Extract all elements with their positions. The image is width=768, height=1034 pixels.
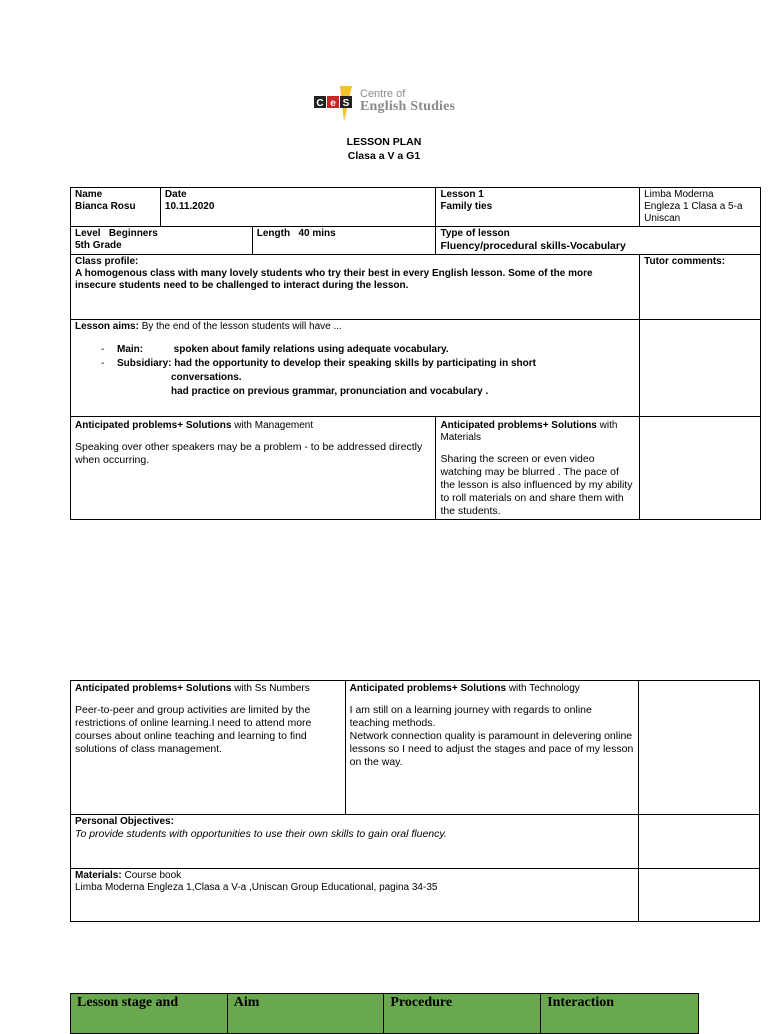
- type-cell: [436, 227, 761, 255]
- length-label: Length: [256, 228, 291, 239]
- date-cell: [160, 188, 436, 227]
- svg-text:C: C: [316, 98, 324, 109]
- ap-ss-suffix: with Ss Numbers: [234, 683, 310, 694]
- aim-subsidiary: - Subsidiary: had the opportunity to develop their speaking skills by participating in short: [117, 357, 635, 371]
- lesson-info-table: [70, 187, 761, 520]
- name-cell: [71, 188, 161, 227]
- lesson-cell: [436, 188, 640, 227]
- aims-list: [75, 343, 635, 371]
- length-cell: [252, 227, 436, 255]
- type-value: Fluency/procedural skills-Vocabulary: [440, 240, 626, 252]
- length-value: 40 mins: [298, 228, 336, 239]
- tutor-comments-label: Tutor comments:: [644, 256, 726, 267]
- grade-value: 5th Grade: [75, 240, 122, 251]
- ap-materials-suffix: with Materials: [440, 420, 618, 443]
- ap-management-cell: [71, 417, 436, 520]
- aim-subsidiary-cont2: had practice on previous grammar, pronunciation and vocabulary .: [171, 386, 489, 397]
- logo-line1: Centre of: [360, 88, 406, 100]
- personal-objectives-text: To provide students with opportunities to use their own skills to gain oral fluency.: [75, 828, 447, 840]
- col-procedure: Procedure: [384, 994, 541, 1034]
- personal-objectives-label: Personal Objectives:: [75, 816, 174, 827]
- lesson-aims-intro: By the end of the lesson students will have ...: [141, 321, 342, 332]
- book-line1: Limba Moderna: [644, 189, 714, 200]
- materials-comment-cell: [639, 869, 760, 922]
- lesson-aims-cell: [71, 320, 640, 417]
- type-label: Type of lesson: [440, 228, 510, 239]
- ap-ss-cell: [71, 681, 346, 815]
- name-value: Bianca Rosu: [75, 201, 136, 212]
- ap-materials-label: Anticipated problems+ Solutions: [440, 420, 597, 431]
- materials-suffix: Course book: [124, 870, 182, 881]
- ap-tech-label: Anticipated problems+ Solutions: [349, 683, 507, 694]
- ap-management-suffix: with Management: [234, 420, 314, 431]
- ap-ss-label: Anticipated problems+ Solutions: [75, 683, 232, 694]
- lesson-aims-comment-cell: [640, 320, 761, 417]
- logo-line2: English Studies: [360, 99, 456, 114]
- problems-objectives-table: [70, 680, 760, 922]
- ces-logo: [314, 86, 464, 122]
- ap-ss-text: Peer-to-peer and group activities are limited by the restrictions of online learning.I need to attend more courses about online teaching and learning to find solutions of class management.: [75, 704, 312, 755]
- materials-text: Limba Moderna Engleza 1,Clasa a V-a ,Uniscan Group Educational, pagina 34-35: [75, 882, 438, 893]
- aim-main: - Main: spoken about family relations using adequate vocabulary.: [117, 343, 635, 357]
- level-cell: [71, 227, 253, 255]
- ap-materials-cell: [436, 417, 640, 520]
- ap-comment-cell: [640, 417, 761, 520]
- date-label: Date: [164, 189, 187, 200]
- lesson-value: Family ties: [440, 201, 493, 212]
- svg-text:e: e: [330, 98, 336, 109]
- col-interaction: Interaction: [541, 994, 699, 1034]
- aim-subsidiary-cont: conversations.: [171, 372, 242, 383]
- class-profile-text: A homogenous class with many lovely students who try their best in every English lesson. Some of the more insecure students need to be challenged to interact during the lesson.: [75, 268, 593, 291]
- ces-logo-mark-icon: [314, 86, 356, 122]
- col-lesson-stage: Lesson stage and: [71, 994, 228, 1034]
- level-value: Beginners: [108, 228, 158, 239]
- col-aim: Aim: [227, 994, 384, 1034]
- lesson-aims-label: Lesson aims:: [75, 321, 139, 332]
- materials-label: Materials:: [75, 870, 122, 881]
- ap-management-label: Anticipated problems+ Solutions: [75, 420, 232, 431]
- ap-tech-suffix: with Technology: [508, 683, 580, 694]
- po-comment-cell: [639, 815, 760, 869]
- book-line3: Uniscan: [644, 213, 681, 224]
- lesson-label: Lesson 1: [440, 189, 484, 200]
- ap-materials-text: Sharing the screen or even video watching may be blurred . The pace of the lesson is also influenced by my ability to roll materials on and share them with the students.: [440, 453, 633, 517]
- book-cell: [640, 188, 761, 227]
- svg-text:S: S: [342, 98, 350, 109]
- materials-cell: [71, 869, 639, 922]
- tutor-comments-cell: [640, 255, 761, 320]
- level-label: Level: [75, 228, 101, 239]
- ap-tech-cell: [345, 681, 639, 815]
- page-title: LESSON PLAN: [346, 136, 422, 148]
- ap2-comment-cell: [639, 681, 760, 815]
- page-subtitle: Clasa a V a G1: [347, 150, 421, 162]
- name-label: Name: [75, 189, 103, 200]
- book-line2: Engleza 1 Clasa a 5-a: [644, 201, 743, 212]
- ap-management-text: Speaking over other speakers may be a problem - to be addressed directly when occurring.: [75, 441, 423, 466]
- personal-objectives-cell: [71, 815, 639, 869]
- date-value: 10.11.2020: [164, 201, 215, 212]
- ap-tech-text2: Network connection quality is paramount in delevering online lessons so I need to adjust the stages and pace of my lesson on the way.: [349, 730, 634, 768]
- class-profile-label: Class profile:: [75, 256, 139, 267]
- ap-tech-text1: I am still on a learning journey with regards to online teaching methods.: [349, 704, 592, 729]
- class-profile-cell: [71, 255, 640, 320]
- lesson-stage-table: [70, 993, 699, 1034]
